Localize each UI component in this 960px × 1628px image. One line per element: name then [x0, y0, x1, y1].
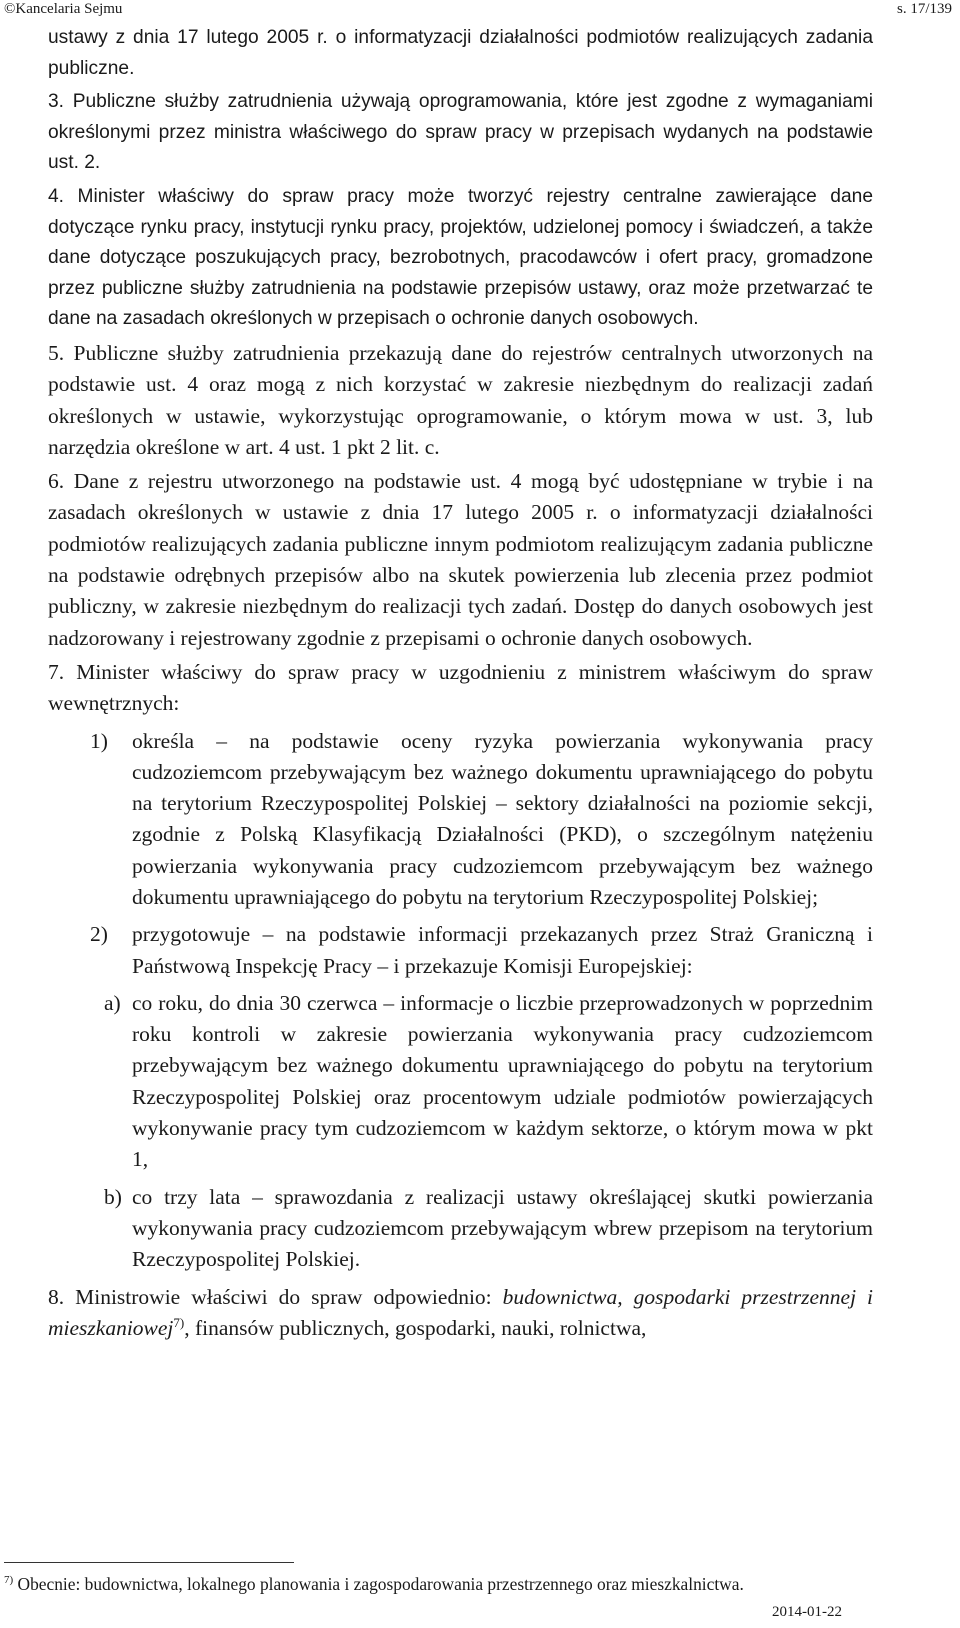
paragraph-6: 6. Dane z rejestru utworzonego na podstawie ust. 4 mogą być udostępniane w trybie i na zasadach określonych w ustawie z dnia 17 lutego 2005 r. o informatyzacji działalności podmiotów realizujących zadania publiczne innym podmiotom realizującym zadania publiczne na podstawie odrębnych przepisów albo na skutek powierzenia lub zlecenia przez podmiot publiczny, w zakresie niezbędnym do realizacji tych zadań. Dostęp do danych osobowych jest nadzorowany i rejestrowany zgodnie z przepisami o ochronie danych osobowych. [48, 469, 873, 650]
paragraph-4: 4. Minister właściwy do spraw pracy może tworzyć rejestry centralne zawierające dane dotyczące rynku pracy, instytucji rynku pracy, projektów, udzielonej pomocy i świadczeń, a także dane dotyczące poszukujących pracy, bezrobotnych, pracodawców i ofert pracy, gromadzone przez publiczne służby zatrudnienia na podstawie przepisów ustawy, oraz może przetwarzać te dane na zasadach określonych w przepisach o ochronie danych osobowych. [48, 185, 873, 330]
list-item-text: przygotowuje – na podstawie informacji przekazanych przez Straż Graniczną i Państwową Inspekcję Pracy – i przekazuje Komisji Europejskiej: [132, 922, 873, 978]
paragraph-8-italic: budownictwa, gospodarki przestrzennej i mieszkaniowej [48, 1284, 873, 1340]
paragraph-8-end: , finansów publicznych, gospodarki, nauki, rolnictwa, [184, 1315, 647, 1340]
paragraph-3: 3. Publiczne służby zatrudnienia używają oprogramowania, które jest zgodne z wymaganiami określonymi przez ministra właściwego do spraw pracy w przepisach wydanych na podstawie ust. 2. [48, 91, 873, 174]
sublist-item-label: a) [104, 990, 121, 1015]
document-date: 2014-01-22 [772, 1604, 842, 1620]
footnote-reference[interactable]: 7) [173, 1314, 185, 1330]
page-number: s. 17/139 [896, 1, 952, 17]
list-item-2 [90, 919, 873, 982]
footnote [4, 1573, 834, 1595]
footnote-divider [4, 1562, 294, 1563]
sublist-item-a [104, 988, 873, 1176]
list-level-1 [48, 726, 873, 1276]
document-body [48, 23, 873, 1344]
copyright-header: ©Kancelaria Sejmu [4, 1, 123, 17]
paragraph-8-start: 8. Ministrowie właściwi do spraw odpowiednio: [48, 1284, 503, 1309]
list-item-label: 2) [90, 922, 108, 947]
list-item-1 [90, 726, 873, 914]
paragraph-7: 7. Minister właściwy do spraw pracy w uzgodnieniu z ministrem właściwym do spraw wewnętrznych: [48, 659, 873, 716]
sublist-item-text: co roku, do dnia 30 czerwca – informacje o liczbie przeprowadzonych w poprzednim roku kontroli w zakresie powierzania wykonywania pracy cudzoziemcom przebywającym bez ważnego dokumentu uprawniającego do pobytu na terytorium Rzeczypospolitej Polskiej oraz procentowym udziale podmiotów powierzających wykonywanie pracy tym cudzoziemcom w każdym sektorze, o którym mowa w pkt 1, [132, 990, 873, 1172]
sublist-item-b [104, 1182, 873, 1276]
list-item-text: określa – na podstawie oceny ryzyka powierzania wykonywania pracy cudzoziemcom przebywającym bez ważnego dokumentu uprawniającego do pobytu na terytorium Rzeczypospolitej Polskiej – sektory działalności na poziomie sekcji, zgodnie z Polską Klasyfikacją Działalności (PKD), o szczególnym natężeniu powierzania wykonywania pracy cudzoziemcom przebywającym bez ważnego dokumentu uprawniającego do pobytu na terytorium Rzeczypospolitej Polskiej; [132, 728, 873, 909]
paragraph-intro: ustawy z dnia 17 lutego 2005 r. o informatyzacji działalności podmiotów realizujących zadania publiczne. [48, 27, 873, 79]
paragraph-5: 5. Publiczne służby zatrudnienia przekazują dane do rejestrów centralnych utworzonych na podstawie ust. 4 oraz mogą z nich korzystać w zakresie niezbędnym do realizacji zadań określonych w ustawie, wykorzystując oprogramowanie, o którym mowa w ust. 3, lub narzędzia określone w art. 4 ust. 1 pkt 2 lit. c. [48, 340, 873, 459]
paragraph-8 [48, 1282, 873, 1345]
list-item-label: 1) [90, 728, 108, 753]
footnote-marker: 7) [4, 1574, 14, 1586]
sublist-item-label: b) [104, 1184, 122, 1209]
footnote-text: Obecnie: budownictwa, lokalnego planowania i zagospodarowania przestrzennego oraz mieszkalnictwa. [17, 1574, 744, 1594]
sublist-item-text: co trzy lata – sprawozdania z realizacji ustawy określającej skutki powierzania wykonywania pracy cudzoziemcom przebywającym wbrew przepisom na terytorium Rzeczypospolitej Polskiej. [132, 1184, 873, 1272]
